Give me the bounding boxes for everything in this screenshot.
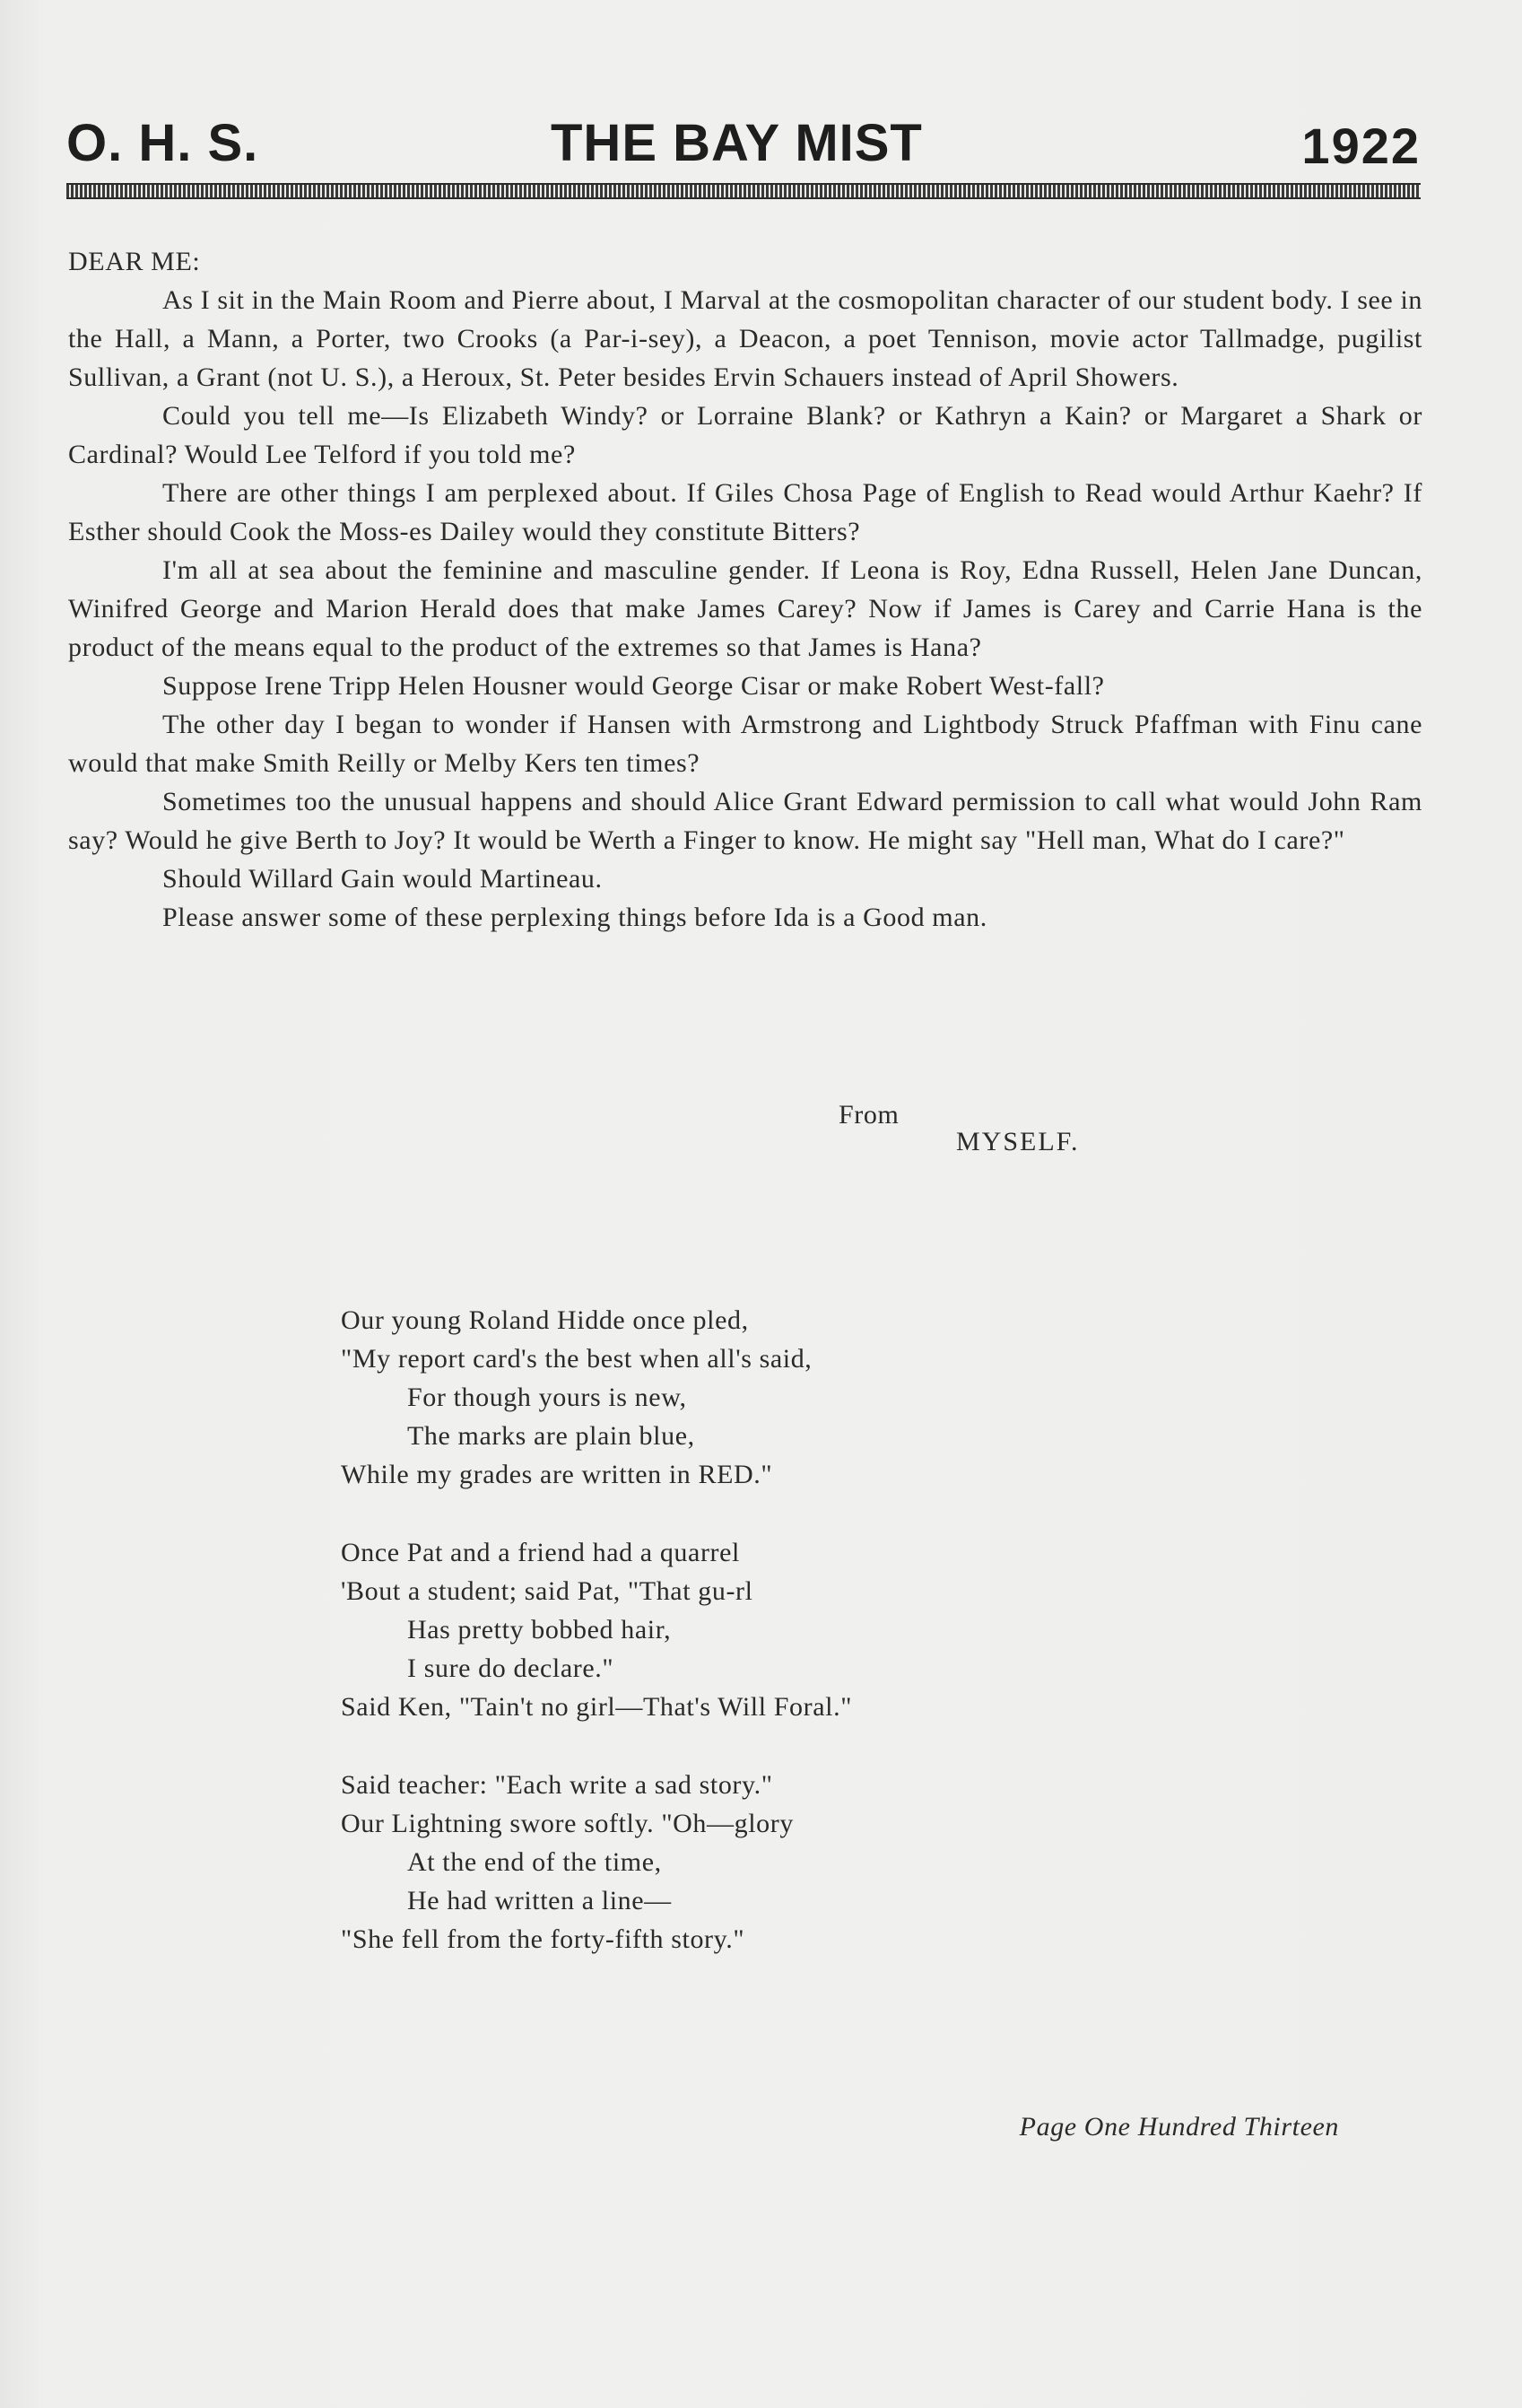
letter-paragraph: As I sit in the Main Room and Pierre about, I Marval at the cosmopolitan character of our student body. I see in the Hall, a Mann, a Porter, two Crooks (a Par-i-sey), a Deacon, a poet Tennison, movie actor Tallmadge, pugilist Sullivan, a Grant (not U. S.), a Heroux, St. Peter besides Ervin Schauers instead of April Showers. bbox=[68, 285, 1422, 392]
letter-paragraph: There are other things I am perplexed about. If Giles Chosa Page of English to Read would Arthur Kaehr? If Esther should Cook the Moss-es Dailey would they constitute Bitters? bbox=[68, 478, 1422, 546]
page-number: Page One Hundred Thirteen bbox=[1019, 2112, 1339, 2142]
letter-paragraph: The other day I began to wonder if Hansen with Armstrong and Lightbody Struck Pfaffman with Finu cane would that make Smith Reilly or Melby Kers ten times? bbox=[68, 710, 1422, 778]
letter-paragraph: Sometimes too the unusual happens and should Alice Grant Edward permission to call what would John Ram say? Would he give Berth to Joy? It would be Werth a Finger to know. He might say "Hell man, What do I care?" bbox=[68, 787, 1422, 855]
verse-line: Our Lightning swore softly. "Oh—glory bbox=[341, 1809, 794, 1838]
verse-line: Said Ken, "Tain't no girl—That's Will Foral." bbox=[341, 1692, 853, 1722]
letter-paragraph: Should Willard Gain would Martineau. bbox=[162, 864, 603, 894]
verse-line: The marks are plain blue, bbox=[407, 1421, 695, 1451]
limerick bbox=[341, 1533, 1238, 1726]
publication-year: 1922 bbox=[1301, 118, 1421, 174]
verse-line: "My report card's the best when all's said, bbox=[341, 1344, 813, 1374]
verse-line: At the end of the time, bbox=[407, 1847, 662, 1877]
publication-title: THE BAY MIST bbox=[551, 114, 923, 172]
verse-line: I sure do declare." bbox=[407, 1653, 614, 1683]
letter-paragraph: Could you tell me—Is Elizabeth Windy? or Lorraine Blank? or Kathryn a Kain? or Margaret a Shark or Cardinal? Would Lee Telford if you told me? bbox=[68, 401, 1422, 469]
limericks bbox=[341, 1301, 1238, 1998]
page-header bbox=[66, 113, 1421, 174]
verse-line: 'Bout a student; said Pat, "That gu-rl bbox=[341, 1576, 753, 1606]
verse-line: For though yours is new, bbox=[407, 1383, 687, 1412]
letter-paragraph: Please answer some of these perplexing things before Ida is a Good man. bbox=[162, 903, 987, 932]
letter-paragraph: I'm all at sea about the feminine and masculine gender. If Leona is Roy, Edna Russell, Helen Jane Duncan, Winifred George and Marion Herald does that make James Carey? Now if James is Carey and Carrie Hana is the product of the means equal to the product of the extremes so that James is Hana? bbox=[68, 555, 1422, 662]
school-initials: O. H. S. bbox=[66, 114, 259, 172]
verse-line: He had written a line— bbox=[407, 1886, 672, 1915]
limerick bbox=[341, 1301, 1238, 1494]
verse-line: Said teacher: "Each write a sad story." bbox=[341, 1770, 773, 1800]
letter-paragraph: Suppose Irene Tripp Helen Housner would George Cisar or make Robert West-fall? bbox=[162, 671, 1105, 701]
verse-line: While my grades are written in RED." bbox=[341, 1460, 773, 1489]
letter-body bbox=[68, 242, 1422, 937]
verse-line: Our young Roland Hidde once pled, bbox=[341, 1305, 749, 1335]
verse-line: Has pretty bobbed hair, bbox=[407, 1615, 672, 1645]
verse-line: "She fell from the forty-fifth story." bbox=[341, 1924, 745, 1954]
header-divider bbox=[66, 183, 1421, 199]
letter-closing: From bbox=[839, 1100, 900, 1130]
limerick bbox=[341, 1766, 1238, 1959]
letter-salutation: DEAR ME: bbox=[68, 247, 201, 276]
letter-signature: MYSELF. bbox=[956, 1127, 1080, 1156]
verse-line: Once Pat and a friend had a quarrel bbox=[341, 1538, 740, 1567]
